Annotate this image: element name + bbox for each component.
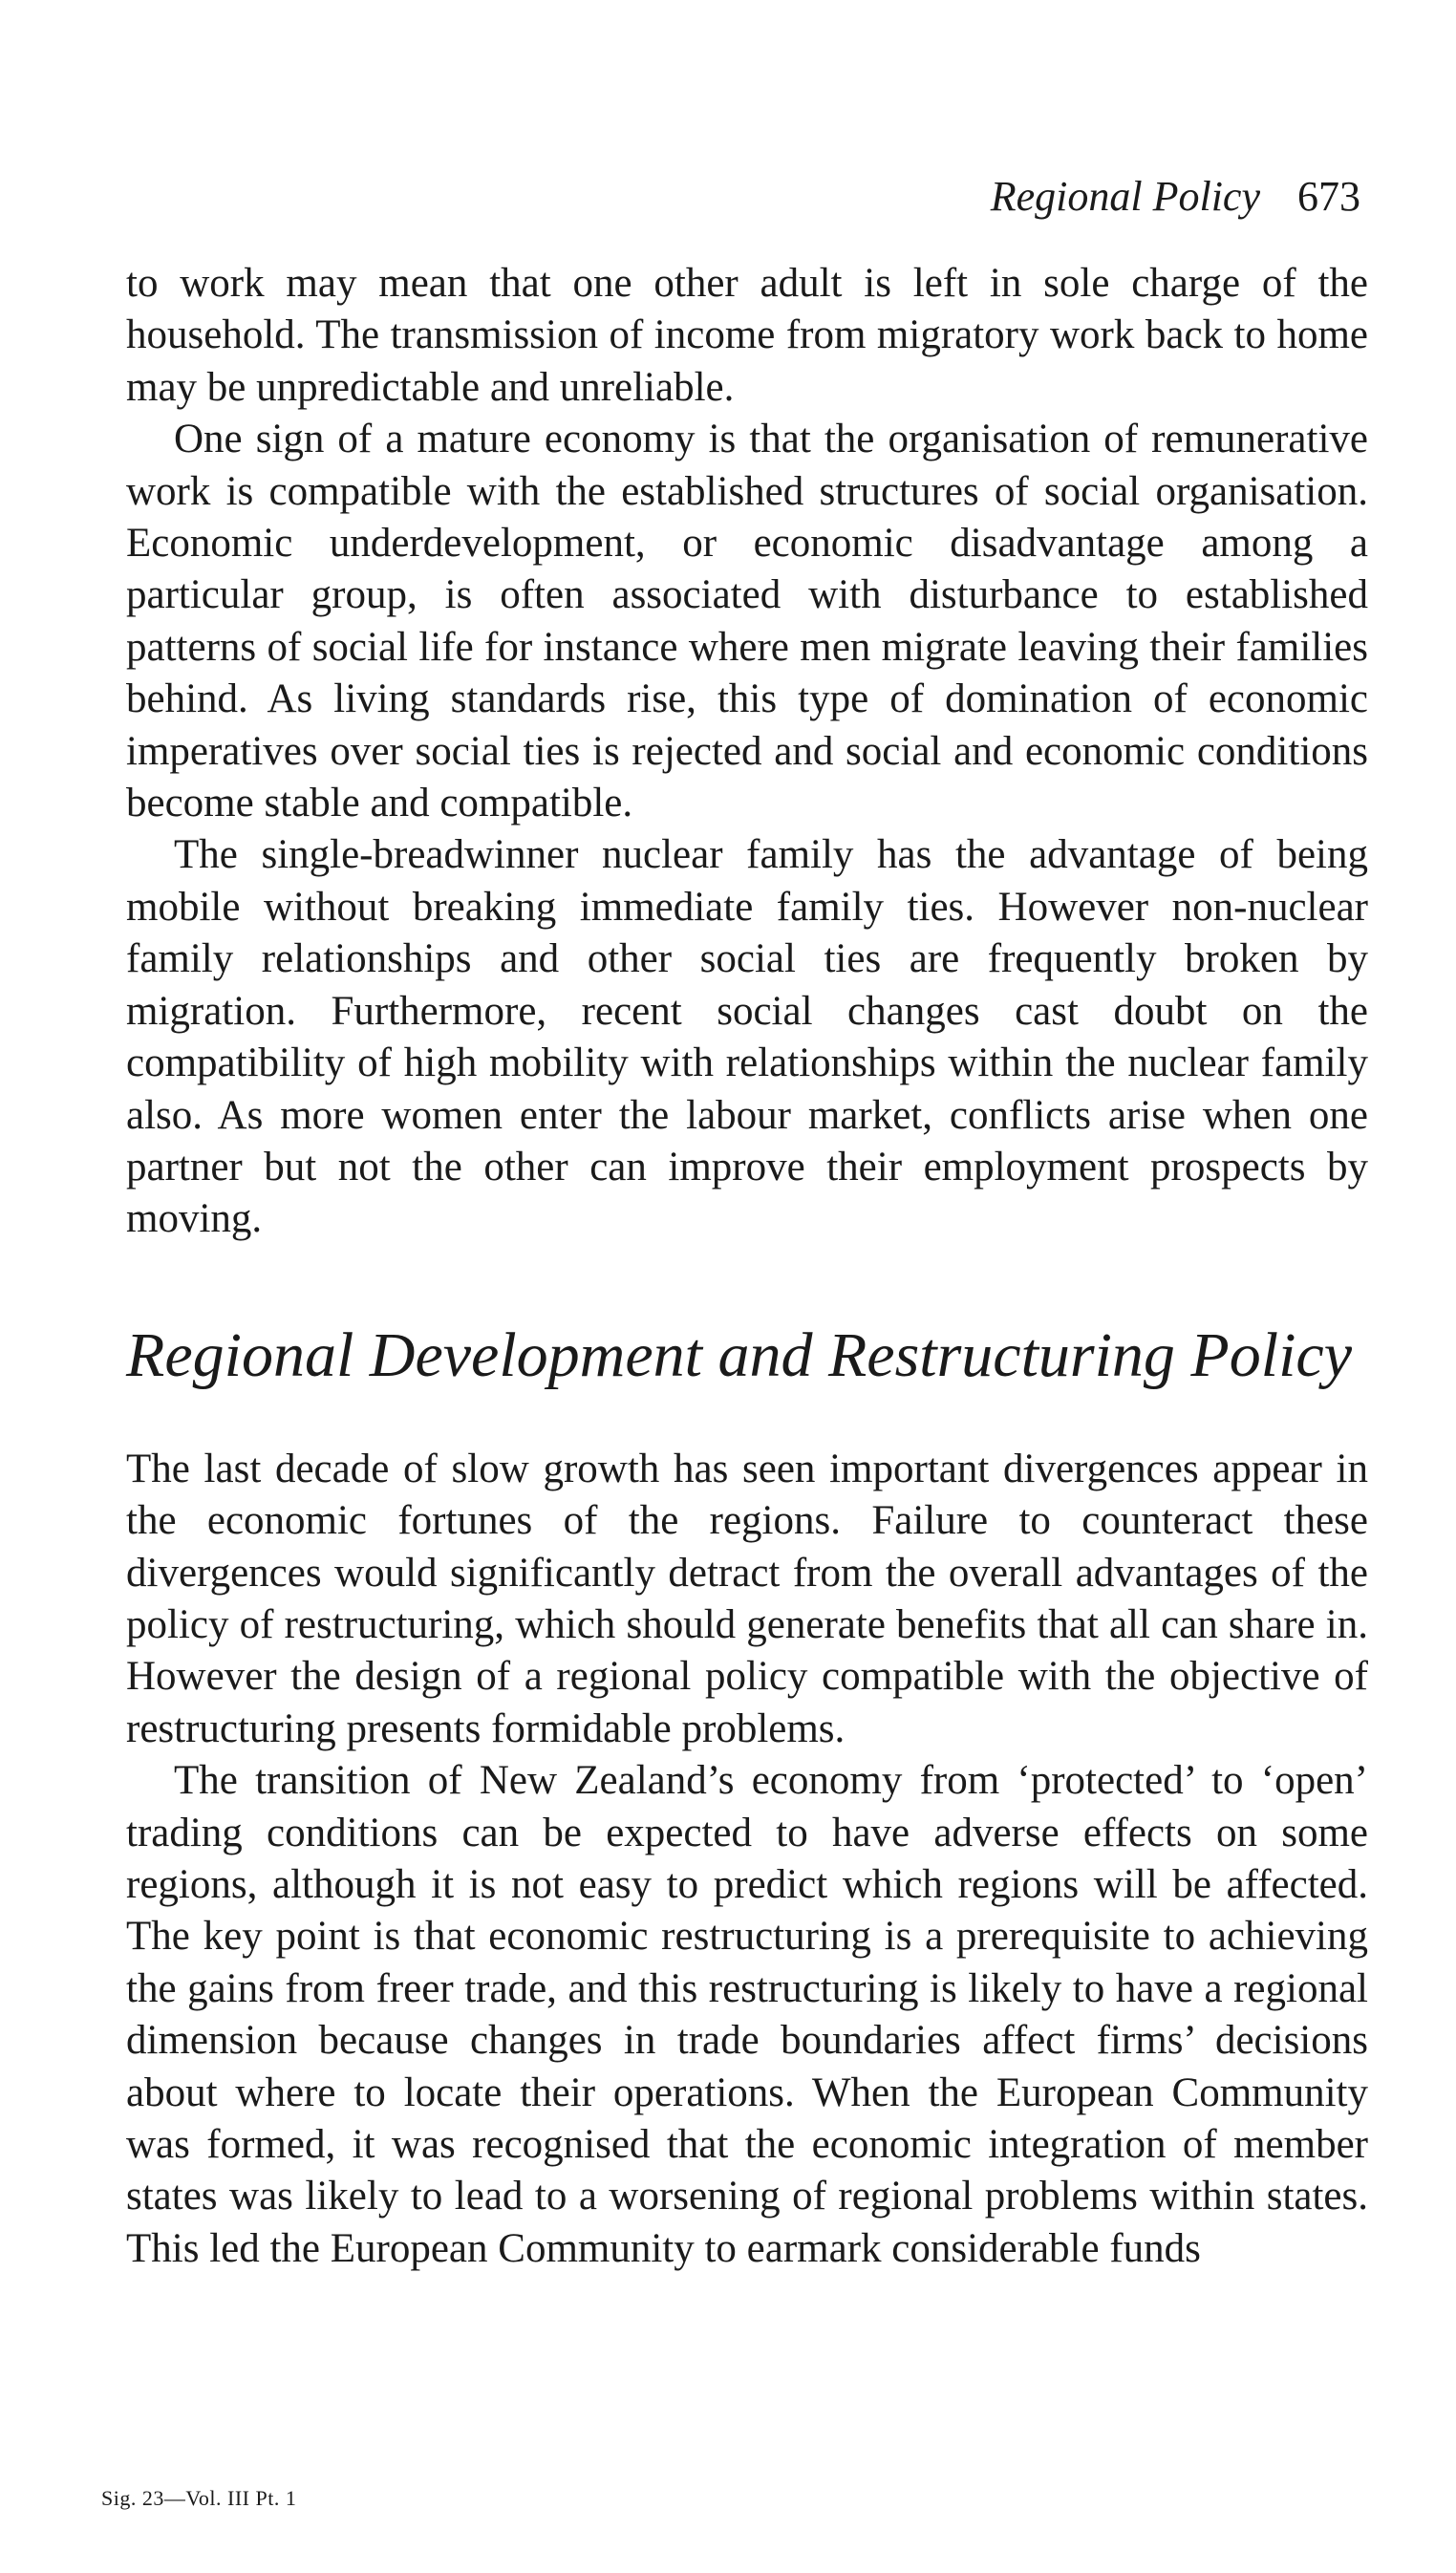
running-head — [991, 170, 1360, 224]
paragraph: The transition of New Zealand’s economy from ‘protected’ to ‘open’ trading conditions can be expected to have adverse effects on some regions, although it is not easy to predict which regions will be affected. The key point is that economic restructuring is a prerequisite to achieving the gains from freer trade, and this restructuring is likely to have a regional dimension because changes in trade boundaries affect firms’ decisions about where to locate their operations. When the European Community was formed, it was recognised that the economic integration of member states was likely to lead to a worsening of regional problems within states. This led the European Community to earmark considerable funds — [126, 1758, 1368, 2271]
body-text — [126, 258, 1368, 2275]
paragraph: The single-breadwinner nuclear family has the advantage of being mobile without breaking immediate family ties. However non-nuclear family relationships and other social ties are frequently broken by migration. Furthermore, recent social changes cast doubt on the compatibility of high mobility with relationships within the nuclear family also. As more women enter the labour market, conflicts arise when one partner but not the other can improve their employment prospects by moving. — [126, 832, 1368, 1242]
paragraph: One sign of a mature economy is that the organisation of remunerative work is compatible with the established structures of social organisation. Economic underdevelopment, or economic disadvantage among a particular group, is often associated with disturbance to established patterns of social life for instance where men migrate leaving their families behind. As living standards rise, this type of domination of economic imperatives over social ties is rejected and social and economic conditions become stable and compatible. — [126, 417, 1368, 826]
signature-mark: Sig. 23—Vol. III Pt. 1 — [101, 2486, 297, 2510]
running-title: Regional Policy — [990, 173, 1260, 220]
page-number: 673 — [1297, 173, 1360, 220]
paragraph: to work may mean that one other adult is left in sole charge of the household. The transmission of income from migratory work back to home may be unpredictable and unreliable. — [126, 261, 1368, 410]
paragraph: The last decade of slow growth has seen important divergences appear in the economic fortunes of the regions. Failure to counteract these divergences would significantly detract from the overall advantages of the policy of restructuring, which should generate benefits that all can share in. However the design of a regional policy compatible with the objective of restructuring presents formidable problems. — [126, 1446, 1368, 1751]
section-heading: Regional Development and Restructuring Policy — [126, 1319, 1353, 1390]
